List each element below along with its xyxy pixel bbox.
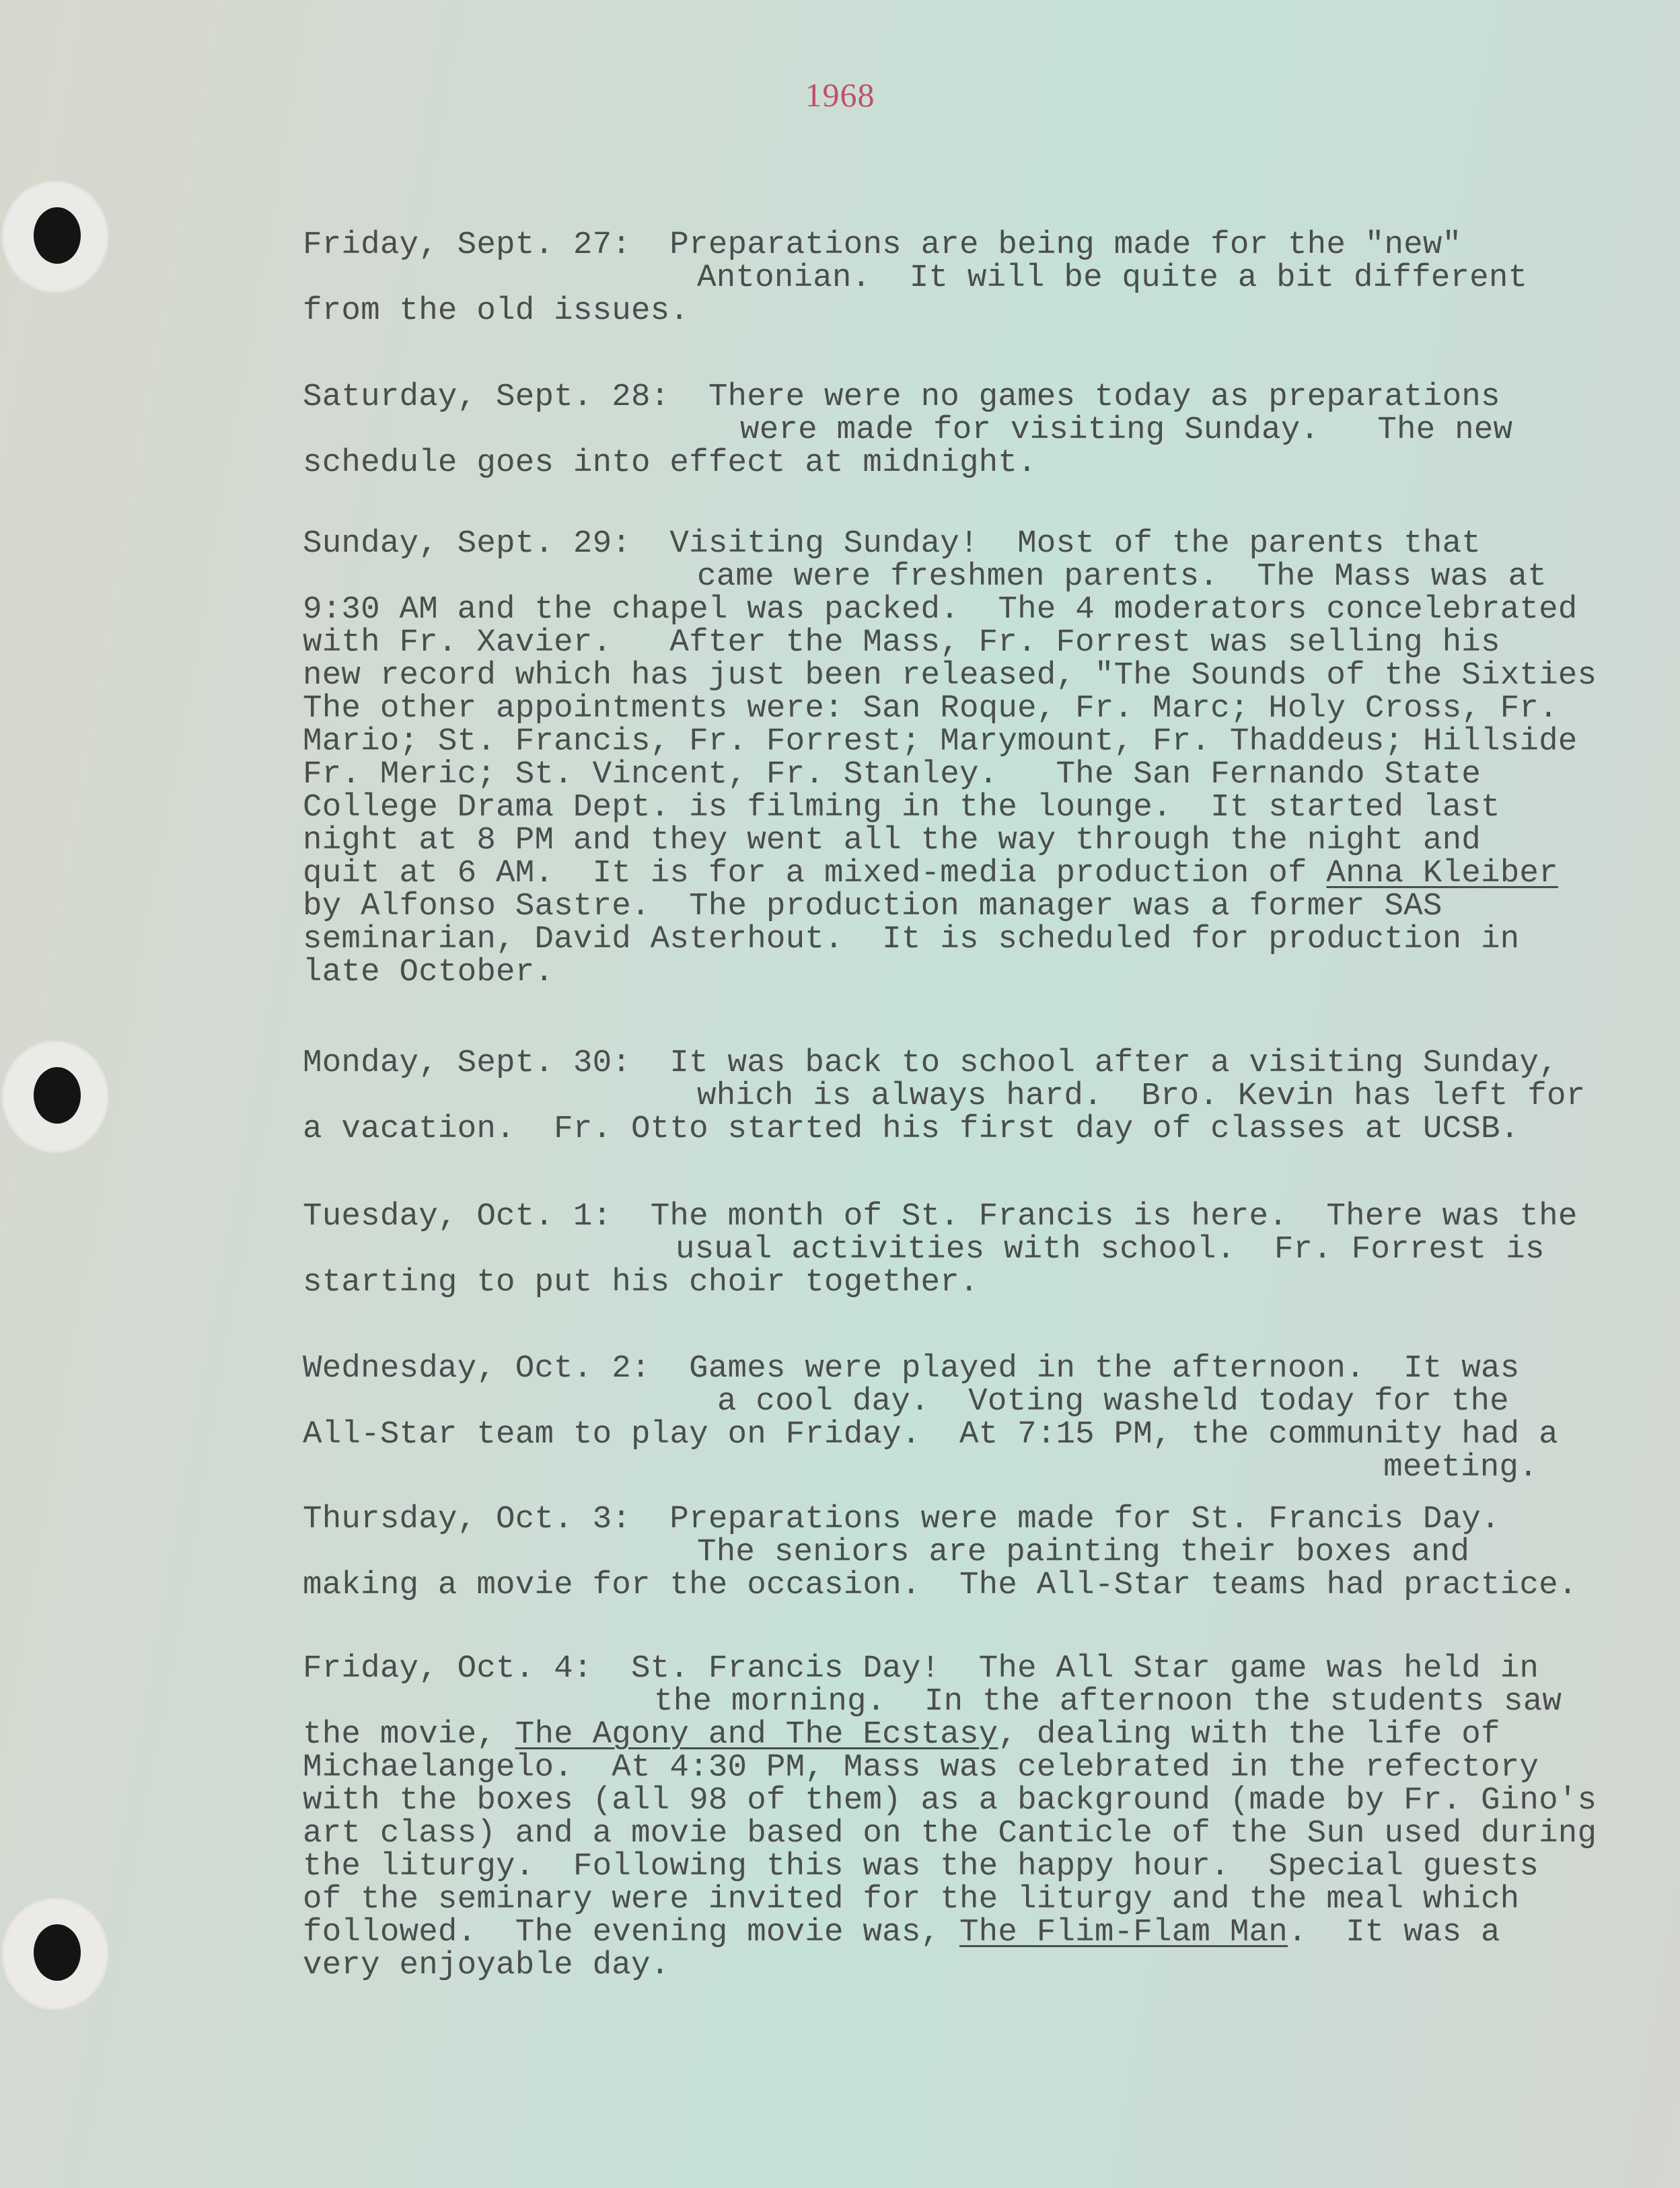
entry-wednesday-oct-2 [303, 1352, 1558, 1484]
entry-text: from the old issues. [303, 293, 690, 329]
page-year-heading: 1968 [805, 76, 875, 114]
entry-thursday-oct-3 [303, 1503, 1578, 1602]
entry-text: making a movie for the occasion. The All-Star teams had practice. [303, 1567, 1578, 1603]
entry-text: College Drama Dept. is filming in the lounge. It started last [303, 789, 1500, 826]
entry-text: Mario; St. Francis, Fr. Forrest; Marymount, Fr. Thaddeus; Hillside [303, 723, 1578, 760]
entry-text: Visiting Sunday! Most of the parents that [669, 525, 1482, 562]
entry-text: . It was a [1287, 1914, 1500, 1950]
entry-text: a cool day. Voting washeld today for the [717, 1383, 1509, 1420]
underlined-play-title: Anna Kleiber [1326, 855, 1558, 891]
entry-text: with Fr. Xavier. After the Mass, Fr. Forrest was selling his [303, 624, 1500, 661]
underlined-movie-title: The Flim-Flam Man [959, 1914, 1288, 1950]
entry-text: Fr. Meric; St. Vincent, Fr. Stanley. The San Fernando State [303, 756, 1481, 793]
entry-text: There were no games today as preparations [708, 379, 1500, 415]
entry-text: The other appointments were: San Roque, Fr. Marc; Holy Cross, Fr. [303, 690, 1558, 727]
entry-date: Saturday, Sept. 28: [303, 379, 670, 415]
entry-text: the movie, [303, 1716, 515, 1753]
entry-date: Tuesday, Oct. 1: [303, 1198, 612, 1235]
entry-friday-oct-4 [303, 1652, 1597, 1982]
entry-monday-sept-30 [303, 1047, 1585, 1146]
entry-text: The month of St. Francis is here. There was the [650, 1198, 1578, 1235]
entry-text: starting to put his choir together. [303, 1264, 979, 1301]
entry-text: new record which has just been released, "The Sounds of the Sixties [303, 657, 1597, 694]
entry-text: meeting. [1383, 1449, 1538, 1486]
entry-text: a vacation. Fr. Otto started his first day of classes at UCSB. [303, 1111, 1520, 1147]
entry-text: the liturgy. Following this was the happy hour. Special guests [303, 1848, 1539, 1885]
entry-text: followed. The evening movie was, [303, 1914, 959, 1950]
entry-date: Friday, Oct. 4: [303, 1650, 593, 1687]
underlined-movie-title: The Agony and The Ecstasy [515, 1716, 998, 1753]
entry-text: night at 8 PM and they went all the way through the night and [303, 822, 1481, 859]
entry-date: Thursday, Oct. 3: [303, 1501, 631, 1537]
entry-date: Sunday, Sept. 29: [303, 525, 631, 562]
entry-text: Antonian. It will be quite a bit different [697, 260, 1528, 296]
entry-tuesday-oct-1 [303, 1200, 1578, 1299]
binder-punch-hole-middle [1, 1040, 109, 1153]
binder-punch-hole-bottom [1, 1897, 109, 2010]
entry-text: of the seminary were invited for the liturgy and the meal which [303, 1881, 1520, 1918]
entry-text: 9:30 AM and the chapel was packed. The 4 moderators concelebrated [303, 591, 1578, 628]
entry-text: late October. [303, 954, 554, 990]
entry-text: The seniors are painting their boxes and [697, 1534, 1470, 1570]
entry-text: St. Francis Day! The All Star game was held in [631, 1650, 1539, 1687]
entry-date: Monday, Sept. 30: [303, 1045, 631, 1081]
entry-sunday-sept-29 [303, 527, 1597, 989]
entry-text: It was back to school after a visiting Sunday, [669, 1045, 1558, 1081]
entry-text: All-Star team to play on Friday. At 7:15 PM, the community had a [303, 1416, 1558, 1453]
entry-date: Friday, Sept. 27: [303, 227, 631, 263]
entry-text: by Alfonso Sastre. The production manager was a former SAS [303, 888, 1442, 924]
entry-text: art class) and a movie based on the Canticle of the Sun used during [303, 1815, 1597, 1852]
entry-text: Preparations were made for St. Francis Day. [669, 1501, 1500, 1537]
entry-text: seminarian, David Asterhout. It is scheduled for production in [303, 921, 1520, 957]
entry-text: were made for visiting Sunday. The new [740, 412, 1513, 448]
entry-text: Preparations are being made for the "new" [669, 227, 1462, 263]
entry-date: Wednesday, Oct. 2: [303, 1350, 651, 1387]
entry-text: with the boxes (all 98 of them) as a background (made by Fr. Gino's [303, 1782, 1597, 1819]
entry-text: which is always hard. Bro. Kevin has left for [697, 1078, 1586, 1114]
binder-punch-hole-top [1, 180, 109, 293]
entry-friday-sept-27 [303, 229, 1527, 328]
entry-saturday-sept-28 [303, 381, 1512, 480]
entry-text: , dealing with the life of [998, 1716, 1500, 1753]
entry-text: very enjoyable day. [303, 1947, 670, 1983]
entry-text: schedule goes into effect at midnight. [303, 445, 1037, 481]
entry-text: quit at 6 AM. It is for a mixed-media production of [303, 855, 1327, 891]
entry-text: usual activities with school. Fr. Forrest is [675, 1231, 1545, 1268]
entry-text: Games were played in the afternoon. It was [689, 1350, 1520, 1387]
entry-text: came were freshmen parents. The Mass was at [697, 558, 1547, 595]
entry-text: Michaelangelo. At 4:30 PM, Mass was celebrated in the refectory [303, 1749, 1539, 1786]
entry-text: the morning. In the afternoon the students saw [654, 1683, 1562, 1720]
